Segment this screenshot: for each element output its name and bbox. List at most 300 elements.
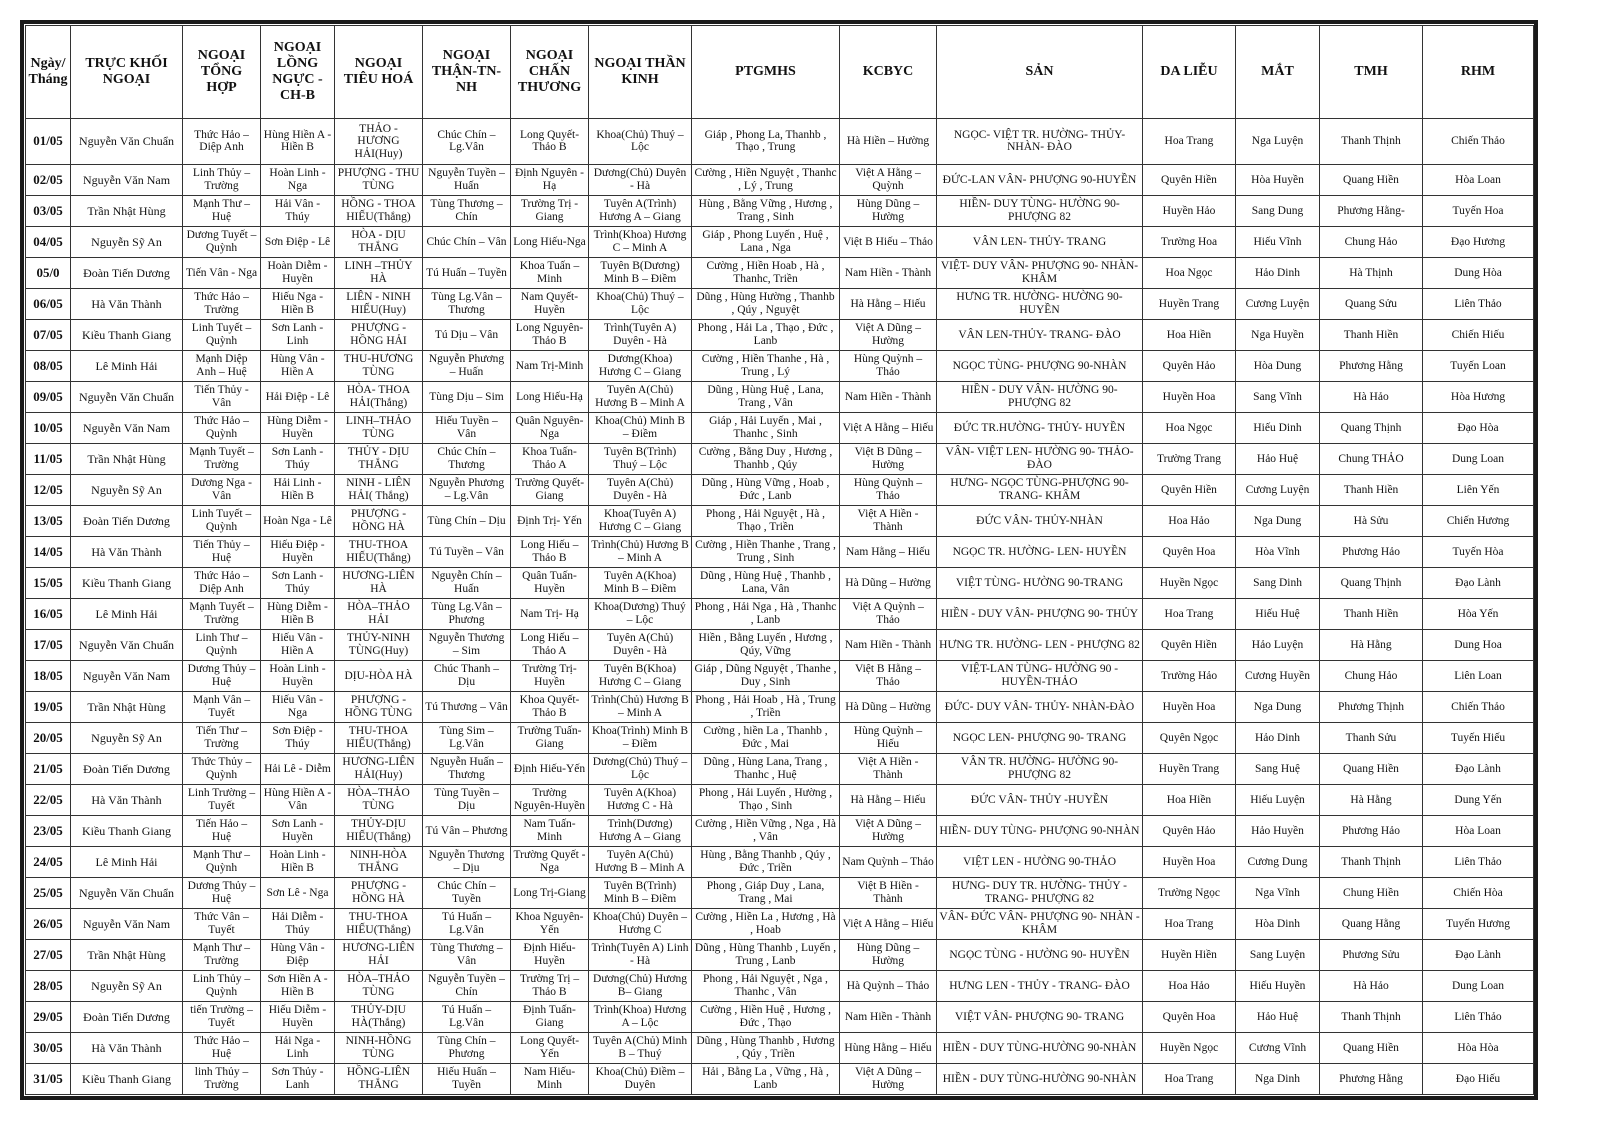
table-cell: HIỀN - DUY VÂN- PHƯỢNG 90- THỦY <box>937 598 1143 629</box>
table-cell: Chúc Chín – Thương <box>423 443 511 474</box>
table-cell: Trường Hoa <box>1143 226 1236 257</box>
table-cell: Huyền Trang <box>1143 753 1236 784</box>
table-cell: Sang Vĩnh <box>1236 381 1320 412</box>
table-cell: Tú Thương – Vân <box>423 691 511 722</box>
table-cell: Tuyến Hiếu <box>1423 722 1534 753</box>
table-row <box>26 119 1534 165</box>
table-cell: Dũng , Hùng Thanhb , Luyến , Trung , Lanb <box>692 939 840 970</box>
table-row <box>26 629 1534 660</box>
duty-name-cell: Nguyễn Văn Chuẩn <box>71 119 183 165</box>
table-cell: Linh Thủy – Trường <box>183 164 261 195</box>
date-cell: 24/05 <box>26 846 71 877</box>
table-cell: Việt B Hiền - Thành <box>840 877 937 908</box>
table-row <box>26 908 1534 939</box>
table-cell: Hải Linh - Hiền B <box>261 474 335 505</box>
table-cell: Đạo Lành <box>1423 567 1534 598</box>
table-cell: Sơn Thủy - Lanh <box>261 1063 335 1094</box>
table-cell: Hùng Quỳnh – Thảo <box>840 474 937 505</box>
table-cell: Tùng Tuyền – Dịu <box>423 784 511 815</box>
table-cell: VÂN- VIỆT LEN- HƯỜNG 90- THẢO-ĐÀO <box>937 443 1143 474</box>
table-row <box>26 970 1534 1001</box>
table-cell: Nga Luyện <box>1236 119 1320 165</box>
table-cell: Nguyễn Tuyền – Huấn <box>423 164 511 195</box>
table-cell: Dũng , Hùng Huệ , Thanhb , Lana, Vân <box>692 567 840 598</box>
table-row <box>26 846 1534 877</box>
table-cell: Dũng , Hùng Huệ , Lana, Trang , Vân <box>692 381 840 412</box>
table-cell: Dương(Chủ) Hương B– Giang <box>589 970 692 1001</box>
table-cell: Hoa Trang <box>1143 1063 1236 1094</box>
date-cell: 28/05 <box>26 970 71 1001</box>
table-cell: Dương Thủy – Huệ <box>183 660 261 691</box>
table-cell: Huyền Trang <box>1143 288 1236 319</box>
duty-name-cell: Nguyễn Văn Chuẩn <box>71 629 183 660</box>
table-row <box>26 1001 1534 1032</box>
table-cell: PHƯỢNG - THU TÙNG <box>335 164 423 195</box>
table-cell: Sơn Điệp - Lê <box>261 226 335 257</box>
table-cell: Sang Dinh <box>1236 567 1320 598</box>
table-cell: Huyền Hảo <box>1143 195 1236 226</box>
table-cell: Phương Hảo <box>1320 815 1423 846</box>
table-cell: Việt A Hằng – Quỳnh <box>840 164 937 195</box>
table-cell: Cường , Hiền Hoab , Hà , Thanhc, Triền <box>692 257 840 288</box>
table-cell: Hòa Huyền <box>1236 164 1320 195</box>
table-cell: Việt A Dũng – Hường <box>840 1063 937 1094</box>
table-cell: Tùng Thương – Vân <box>423 939 511 970</box>
table-row <box>26 815 1534 846</box>
table-cell: Hùng Dũng – Hường <box>840 939 937 970</box>
duty-name-cell: Trần Nhật Hùng <box>71 691 183 722</box>
table-cell: Tuyên B(Khoa) Hương C – Giang <box>589 660 692 691</box>
table-cell: THU-THOA HIẾU(Thắng) <box>335 908 423 939</box>
date-cell: 13/05 <box>26 505 71 536</box>
table-cell: Dũng , Hùng Vững , Hoab , Đức , Lanb <box>692 474 840 505</box>
table-cell: Trình(Chủ) Hương B – Minh A <box>589 691 692 722</box>
table-cell: ĐỨC VÂN- THỦY-NHÀN <box>937 505 1143 536</box>
table-cell: Việt A Dũng – Hường <box>840 319 937 350</box>
table-cell: HƯNG TR. HƯỜNG- LEN - PHƯỢNG 82 <box>937 629 1143 660</box>
table-cell: ĐỨC VÂN- THỦY -HUYỀN <box>937 784 1143 815</box>
table-row <box>26 660 1534 691</box>
table-cell: Dương(Chủ) Duyên - Hà <box>589 164 692 195</box>
table-cell: HƯƠNG-LIÊN HÀ <box>335 567 423 598</box>
date-cell: 03/05 <box>26 195 71 226</box>
col-header-obstetrics: SẢN <box>937 26 1143 119</box>
table-cell: Nam Trị- Hạ <box>511 598 589 629</box>
table-cell: Hoa Hiền <box>1143 784 1236 815</box>
table-row <box>26 443 1534 474</box>
table-cell: Giáp , Dũng Nguyệt , Thanhe , Duy , Sinh <box>692 660 840 691</box>
table-cell: HÒA- THOA HẢI(Thắng) <box>335 381 423 412</box>
date-cell: 21/05 <box>26 753 71 784</box>
table-cell: linh Thủy – Trường <box>183 1063 261 1094</box>
table-row <box>26 1032 1534 1063</box>
date-cell: 11/05 <box>26 443 71 474</box>
duty-name-cell: Nguyễn Văn Nam <box>71 660 183 691</box>
table-cell: Tuyên B(Dương) Minh B – Điềm <box>589 257 692 288</box>
table-cell: Khoa Tuấn-Thảo A <box>511 443 589 474</box>
table-cell: Nam Tuấn-Minh <box>511 815 589 846</box>
table-cell: Cương Luyện <box>1236 288 1320 319</box>
header-row <box>26 26 1534 119</box>
date-cell: 14/05 <box>26 536 71 567</box>
duty-name-cell: Kiều Thanh Giang <box>71 1063 183 1094</box>
table-cell: Phương Thịnh <box>1320 691 1423 722</box>
table-cell: VIỆT-LAN TÙNG- HƯỜNG 90 - HUYỀN-THẢO <box>937 660 1143 691</box>
table-cell: Việt A Dũng – Hường <box>840 815 937 846</box>
table-cell: Đạo Hòa <box>1423 412 1534 443</box>
table-cell: Quyên Hoa <box>1143 1001 1236 1032</box>
table-cell: Sơn Lanh - Thúy <box>261 567 335 598</box>
date-cell: 07/05 <box>26 319 71 350</box>
table-cell: Hoa Hiền <box>1143 319 1236 350</box>
col-header-ophthalmology: MẮT <box>1236 26 1320 119</box>
table-cell: Tùng Lg.Vân – Thương <box>423 288 511 319</box>
table-cell: Hiếu Huyền <box>1236 970 1320 1001</box>
table-row <box>26 412 1534 443</box>
table-cell: Hiếu Tuyền – Vân <box>423 412 511 443</box>
table-cell: Việt A Quỳnh – Thảo <box>840 598 937 629</box>
table-cell: Huyền Ngọc <box>1143 567 1236 598</box>
table-cell: Mạnh Thư – Huệ <box>183 195 261 226</box>
table-cell: Hoa Ngọc <box>1143 257 1236 288</box>
table-cell: VÂN TR. HƯỜNG- HƯỜNG 90- PHƯỢNG 82 <box>937 753 1143 784</box>
table-row <box>26 567 1534 598</box>
table-cell: THU-THOA HIẾU(Thắng) <box>335 536 423 567</box>
date-cell: 15/05 <box>26 567 71 598</box>
table-cell: Trình(Dương) Hương A – Giang <box>589 815 692 846</box>
table-cell: Hoàn Linh - Huyền <box>261 660 335 691</box>
date-cell: 17/05 <box>26 629 71 660</box>
table-cell: Hiếu Nga - Hiền B <box>261 288 335 319</box>
table-cell: Cường , Hiền Vững , Nga , Hà , Vân <box>692 815 840 846</box>
table-cell: Long Hiếu-Nga <box>511 226 589 257</box>
table-cell: HƯNG- NGỌC TÙNG-PHƯỢNG 90-TRANG- KHÂM <box>937 474 1143 505</box>
duty-name-cell: Đoàn Tiến Dương <box>71 753 183 784</box>
table-cell: Chung THẢO <box>1320 443 1423 474</box>
table-cell: Linh Thủy – Quỳnh <box>183 970 261 1001</box>
table-cell: Nga Dung <box>1236 691 1320 722</box>
table-cell: NGỌC- VIỆT TR. HƯỜNG- THỦY- NHÀN- ĐÀO <box>937 119 1143 165</box>
table-cell: Đạo Hương <box>1423 226 1534 257</box>
table-cell: Hòa Hương <box>1423 381 1534 412</box>
table-cell: THẢO - HƯƠNG HẢI(Huy) <box>335 119 423 165</box>
table-cell: Nga Dung <box>1236 505 1320 536</box>
table-cell: Mạnh Tuyết – Trường <box>183 598 261 629</box>
table-cell: Tuyên B(Trình) Minh B – Điềm <box>589 877 692 908</box>
duty-name-cell: Trần Nhật Hùng <box>71 939 183 970</box>
table-cell: Hiếu Diễm - Huyền <box>261 1001 335 1032</box>
table-cell: Tùng Chín – Dịu <box>423 505 511 536</box>
table-row <box>26 319 1534 350</box>
table-cell: Huyền Hoa <box>1143 381 1236 412</box>
table-cell: Dung Loan <box>1423 970 1534 1001</box>
table-cell: ĐỨC TR.HƯỜNG- THỦY- HUYỀN <box>937 412 1143 443</box>
table-cell: Quang Thịnh <box>1320 412 1423 443</box>
table-cell: VIỆT VÂN- PHƯỢNG 90- TRANG <box>937 1001 1143 1032</box>
table-cell: Nguyễn Phương – Huấn <box>423 350 511 381</box>
duty-name-cell: Trần Nhật Hùng <box>71 195 183 226</box>
table-cell: PHƯỢNG - HỒNG HÀ <box>335 505 423 536</box>
table-cell: NINH-HÒA THẮNG <box>335 846 423 877</box>
table-cell: HIỀN- DUY TÙNG- PHƯỢNG 90-NHÀN <box>937 815 1143 846</box>
table-cell: Thức Vân – Tuyết <box>183 908 261 939</box>
duty-name-cell: Hà Văn Thành <box>71 288 183 319</box>
table-cell: Thanh Thịnh <box>1320 846 1423 877</box>
table-cell: ĐỨC- DUY VÂN- THỦY- NHÀN-ĐÀO <box>937 691 1143 722</box>
table-cell: Tuyên B(Trình) Thuý – Lộc <box>589 443 692 474</box>
table-cell: Linh Thư – Quỳnh <box>183 629 261 660</box>
col-header-duty-surgery: TRỰC KHỐI NGOẠI <box>71 26 183 119</box>
table-cell: Phương Sửu <box>1320 939 1423 970</box>
table-row <box>26 288 1534 319</box>
table-cell: Hùng Hiền A - Vân <box>261 784 335 815</box>
table-cell: PHƯỢNG - HỒNG HẢI <box>335 319 423 350</box>
duty-name-cell: Nguyễn Văn Nam <box>71 412 183 443</box>
table-cell: Mạnh Thư – Trường <box>183 939 261 970</box>
table-cell: Nguyễn Chín – Huấn <box>423 567 511 598</box>
col-header-kcbyc: KCBYC <box>840 26 937 119</box>
table-cell: Thanh Hiền <box>1320 474 1423 505</box>
table-cell: Tuyên A(Chủ) Duyên - Hà <box>589 474 692 505</box>
table-cell: Cường , Bằng Duy , Hương , Thanhb , Qúy <box>692 443 840 474</box>
table-cell: Việt B Hiếu – Thảo <box>840 226 937 257</box>
table-cell: Mạnh Tuyết – Trường <box>183 443 261 474</box>
duty-name-cell: Nguyễn Văn Chuẩn <box>71 877 183 908</box>
date-cell: 05/0 <box>26 257 71 288</box>
table-cell: Khoa(Chủ) Thuý – Lộc <box>589 119 692 165</box>
table-cell: Chung Hảo <box>1320 226 1423 257</box>
table-cell: Trình(Chủ) Hương B – Minh A <box>589 536 692 567</box>
table-cell: Long Hiếu – Thảo A <box>511 629 589 660</box>
col-header-general-surgery: NGOẠI TỔNG HỢP <box>183 26 261 119</box>
table-cell: THU-HƯƠNG TÙNG <box>335 350 423 381</box>
date-cell: 29/05 <box>26 1001 71 1032</box>
table-cell: Dung Hoa <box>1423 629 1534 660</box>
table-cell: Trình(Tuyên A) Duyên - Hà <box>589 319 692 350</box>
table-cell: Phong , Giáp Duy , Lana, Trang , Mai <box>692 877 840 908</box>
table-cell: NINH-HỒNG TÙNG <box>335 1032 423 1063</box>
table-cell: HỒNG-LIÊN THẮNG <box>335 1063 423 1094</box>
table-cell: Hoa Ngọc <box>1143 412 1236 443</box>
table-cell: Hoa Trang <box>1143 908 1236 939</box>
table-cell: Giáp , Hải Luyến , Mai , Thanhc , Sinh <box>692 412 840 443</box>
table-cell: Giáp , Phong La, Thanhb , Thạo , Trung <box>692 119 840 165</box>
date-cell: 22/05 <box>26 784 71 815</box>
table-cell: Nam Hằng – Hiếu <box>840 536 937 567</box>
date-cell: 19/05 <box>26 691 71 722</box>
table-cell: NGỌC LEN- PHƯỢNG 90- TRANG <box>937 722 1143 753</box>
table-cell: Hảo Luyện <box>1236 629 1320 660</box>
table-cell: Hùng Diễm - Hiền B <box>261 598 335 629</box>
table-cell: Hà Hảo <box>1320 381 1423 412</box>
table-cell: Hoa Hảo <box>1143 505 1236 536</box>
table-cell: Hùng Vân - Hiền A <box>261 350 335 381</box>
col-header-trauma-surgery: NGOẠI CHẤN THƯƠNG <box>511 26 589 119</box>
table-cell: Nam Hiền - Thành <box>840 257 937 288</box>
table-cell: Hiếu Huấn – Tuyền <box>423 1063 511 1094</box>
table-cell: Việt A Hiền - Thành <box>840 505 937 536</box>
table-cell: Chúc Chín – Tuyền <box>423 877 511 908</box>
table-cell: Hảo Huệ <box>1236 1001 1320 1032</box>
table-cell: Hoa Trang <box>1143 598 1236 629</box>
table-cell: Trình(Tuyên A) Linh - Hà <box>589 939 692 970</box>
table-cell: Quân Tuấn-Huyền <box>511 567 589 598</box>
table-cell: ĐỨC-LAN VÂN- PHƯỢNG 90-HUYỀN <box>937 164 1143 195</box>
date-cell: 16/05 <box>26 598 71 629</box>
table-cell: Hà Hiền – Hường <box>840 119 937 165</box>
table-cell: Mạnh Diệp Anh – Huệ <box>183 350 261 381</box>
table-row <box>26 877 1534 908</box>
table-cell: HÒA - DỊU THẮNG <box>335 226 423 257</box>
table-cell: Nga Dinh <box>1236 1063 1320 1094</box>
table-cell: Hòa Loan <box>1423 815 1534 846</box>
table-cell: Phong , Hải Nga , Hà , Thanhc , Lanb <box>692 598 840 629</box>
table-cell: Dung Hòa <box>1423 257 1534 288</box>
table-cell: Hoàn Nga - Lê <box>261 505 335 536</box>
table-cell: Chúc Thanh – Dịu <box>423 660 511 691</box>
table-cell: Nam Quỳnh – Thảo <box>840 846 937 877</box>
table-cell: Nga Vĩnh <box>1236 877 1320 908</box>
table-cell: Sơn Điệp - Thúy <box>261 722 335 753</box>
table-cell: Thanh Sửu <box>1320 722 1423 753</box>
table-cell: PHƯỢNG - HỒNG HÀ <box>335 877 423 908</box>
table-row <box>26 350 1534 381</box>
date-cell: 27/05 <box>26 939 71 970</box>
table-cell: Khoa(Chủ) Thuý – Lộc <box>589 288 692 319</box>
table-cell: Liên Thảo <box>1423 846 1534 877</box>
table-cell: Tiến Thủy - Vân <box>183 381 261 412</box>
table-cell: Hoa Trang <box>1143 119 1236 165</box>
table-cell: Chung Hiền <box>1320 877 1423 908</box>
table-cell: Tú Huấn – Tuyền <box>423 257 511 288</box>
table-cell: Sang Huệ <box>1236 753 1320 784</box>
table-cell: Long Hiếu-Hạ <box>511 381 589 412</box>
date-cell: 10/05 <box>26 412 71 443</box>
col-header-urology-surgery: NGOẠI THẬN-TN-NH <box>423 26 511 119</box>
date-cell: 04/05 <box>26 226 71 257</box>
table-cell: NGỌC TR. HƯỜNG- LEN- HUYỀN <box>937 536 1143 567</box>
table-cell: Dung Yến <box>1423 784 1534 815</box>
table-cell: Chiến Thảo <box>1423 119 1534 165</box>
table-cell: Thanh Thịnh <box>1320 119 1423 165</box>
table-cell: Hiếu Điệp - Huyền <box>261 536 335 567</box>
table-cell: Trường Hảo <box>1143 660 1236 691</box>
table-cell: Cường , hiền La , Thanhb , Đức , Mai <box>692 722 840 753</box>
table-cell: Giáp , Phong Luyến , Huệ , Lana , Nga <box>692 226 840 257</box>
table-cell: Tùng Chín – Phương <box>423 1032 511 1063</box>
table-cell: Quyên Hiền <box>1143 164 1236 195</box>
table-cell: Trường Trị – Thảo B <box>511 970 589 1001</box>
table-cell: Tuyến Hương <box>1423 908 1534 939</box>
col-header-date: Ngày/ Tháng <box>26 26 71 119</box>
table-cell: Chúc Chín – Vân <box>423 226 511 257</box>
table-cell: HÒA–THẢO TÙNG <box>335 784 423 815</box>
date-cell: 18/05 <box>26 660 71 691</box>
table-cell: Hòa Loan <box>1423 164 1534 195</box>
table-cell: Hiếu Vân - Nga <box>261 691 335 722</box>
table-cell: Hùng Vân - Điệp <box>261 939 335 970</box>
table-cell: Chúc Chín – Lg.Vân <box>423 119 511 165</box>
duty-name-cell: Hà Văn Thành <box>71 784 183 815</box>
table-cell: Nguyễn Thương – Dịu <box>423 846 511 877</box>
table-cell: Hòa Hòa <box>1423 1032 1534 1063</box>
table-cell: THỦY-DỊU HÀ(Thắng) <box>335 1001 423 1032</box>
table-row <box>26 598 1534 629</box>
table-cell: Nam Trị-Minh <box>511 350 589 381</box>
table-cell: Cường , Hiền Thanhe , Hà , Trung , Lý <box>692 350 840 381</box>
table-cell: THỦY - DỊU THẮNG <box>335 443 423 474</box>
table-cell: Trường Nguyên-Huyền <box>511 784 589 815</box>
table-cell: Khoa Nguyên- Yến <box>511 908 589 939</box>
table-cell: Hùng Dũng – Hường <box>840 195 937 226</box>
table-cell: Sang Dung <box>1236 195 1320 226</box>
table-cell: Tuyên A(Khoa) Minh B – Điềm <box>589 567 692 598</box>
duty-name-cell: Lê Minh Hải <box>71 350 183 381</box>
table-cell: Hòa Yến <box>1423 598 1534 629</box>
duty-name-cell: Đoàn Tiến Dương <box>71 505 183 536</box>
table-cell: Nam Hiếu-Minh <box>511 1063 589 1094</box>
table-cell: HIỀN - DUY TÙNG-HƯỜNG 90-NHÀN <box>937 1063 1143 1094</box>
date-cell: 09/05 <box>26 381 71 412</box>
table-cell: Dũng , Hùng Lana, Trang , Thanhc , Huệ <box>692 753 840 784</box>
table-row <box>26 474 1534 505</box>
table-cell: Đạo Hiếu <box>1423 1063 1534 1094</box>
table-cell: Hùng Hằng – Hiếu <box>840 1032 937 1063</box>
table-cell: DỊU-HÒA HÀ <box>335 660 423 691</box>
table-cell: Hòa Dinh <box>1236 908 1320 939</box>
table-cell: Phong , Hải Hoab , Hà , Trung , Triền <box>692 691 840 722</box>
table-cell: Quang Hiền <box>1320 753 1423 784</box>
table-cell: VIỆT LEN - HƯỜNG 90-THẢO <box>937 846 1143 877</box>
table-cell: THỦY-DỊU HIẾU(Thắng) <box>335 815 423 846</box>
table-cell: Trường Quyết - Nga <box>511 846 589 877</box>
duty-name-cell: Kiều Thanh Giang <box>71 567 183 598</box>
table-cell: Hùng Diễm - Huyền <box>261 412 335 443</box>
table-cell: Long Trị-Giang <box>511 877 589 908</box>
table-cell: Dung Loan <box>1423 443 1534 474</box>
date-cell: 02/05 <box>26 164 71 195</box>
table-cell: Hà Dũng – Hường <box>840 567 937 598</box>
table-row <box>26 195 1534 226</box>
table-row <box>26 753 1534 784</box>
table-cell: Liên Yến <box>1423 474 1534 505</box>
table-cell: Cương Luyện <box>1236 474 1320 505</box>
table-cell: Phong , Hải La , Thạo , Đức , Lanb <box>692 319 840 350</box>
table-cell: Việt A Hằng – Hiếu <box>840 412 937 443</box>
table-cell: Thức Hảo – Diệp Anh <box>183 119 261 165</box>
table-cell: Hoàn Diễm - Huyền <box>261 257 335 288</box>
table-cell: Long Quyết-Thảo B <box>511 119 589 165</box>
table-cell: Trình(Khoa) Hương C – Minh A <box>589 226 692 257</box>
table-cell: HỒNG - THOA HIẾU(Thắng) <box>335 195 423 226</box>
table-cell: HÒA–THẢO TÙNG <box>335 970 423 1001</box>
table-cell: Hà Dũng – Hường <box>840 691 937 722</box>
table-cell: Sang Luyện <box>1236 939 1320 970</box>
table-cell: Hoa Hảo <box>1143 970 1236 1001</box>
table-cell: Quyên Ngọc <box>1143 722 1236 753</box>
table-cell: Định Hiếu-Huyền <box>511 939 589 970</box>
table-cell: HIỀN - DUY TÙNG-HƯỜNG 90-NHÀN <box>937 1032 1143 1063</box>
table-cell: Hà Thịnh <box>1320 257 1423 288</box>
table-cell: HƯNG- DUY TR. HƯỜNG- THỦY - TRANG- PHƯỢNG 82 <box>937 877 1143 908</box>
table-cell: Huyền Hoa <box>1143 846 1236 877</box>
table-cell: Hảo Dinh <box>1236 257 1320 288</box>
date-cell: 06/05 <box>26 288 71 319</box>
table-cell: THỦY-NINH TÙNG(Huy) <box>335 629 423 660</box>
table-cell: Hải , Bằng La , Vững , Hà , Lanb <box>692 1063 840 1094</box>
duty-name-cell: Nguyễn Sỹ An <box>71 722 183 753</box>
table-cell: Quyên Hảo <box>1143 815 1236 846</box>
